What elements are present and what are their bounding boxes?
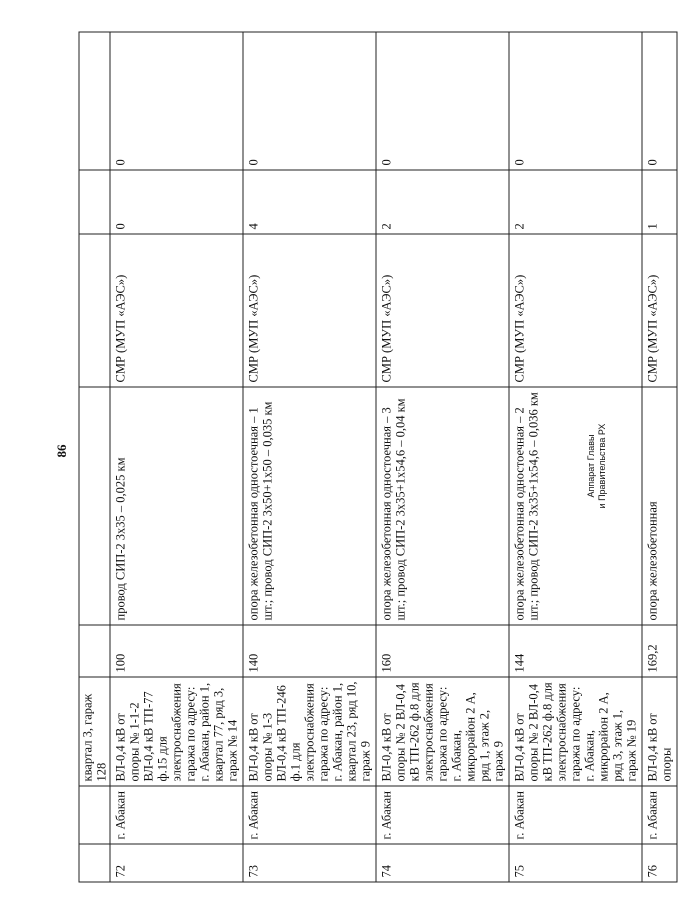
cell-materials: опора железобетонная одностоечная – 1 шт.; провод СИП-2 3х50+1х50 – 0,035 км	[243, 387, 376, 625]
cell-val2: 0	[243, 32, 376, 170]
table-row	[376, 32, 509, 882]
cell-city: г. Абакан	[376, 786, 509, 844]
cell-materials	[79, 387, 110, 625]
cell-contractor: СМР (МУП «АЭС»)	[243, 234, 376, 387]
cell-materials: провод СИП-2 3х35 – 0,025 км	[110, 387, 243, 625]
cell-length	[79, 625, 110, 677]
stamp-line-1: Аппарат Главы	[586, 434, 596, 498]
cell-val1	[79, 170, 110, 234]
cell-object: ВЛ-0,4 кВ от опоры № 2 ВЛ-0,4 кВ ТП-262 ф.8 для электроснабжения гаража по адресу: г. Абакан, микрорайон 2 А, ряд 3, этаж 1, гараж № 19	[509, 677, 642, 786]
cell-object: ВЛ-0,4 кВ от опоры № 1-3 ВЛ-0,4 кВ ТП-246 ф.1 для электроснабжения гаража по адресу: г. Абакан, район 1, квартал 23, ряд 10, гараж 9	[243, 677, 376, 786]
cell-city: г. Абакан	[243, 786, 376, 844]
table-row	[110, 32, 243, 882]
cell-val1: 2	[509, 170, 642, 234]
cell-contractor: СМР (МУП «АЭС»)	[509, 234, 642, 387]
cell-materials: опора железобетонная одностоечная – 2 шт.; провод СИП-2 3х35+1х54,6 – 0,036 км	[509, 387, 642, 625]
cell-val1: 4	[243, 170, 376, 234]
table-row	[642, 32, 677, 882]
stamp-line-2: и Правительства РХ	[597, 423, 607, 509]
cell-num: 76	[642, 844, 677, 882]
cell-num: 73	[243, 844, 376, 882]
table-row	[243, 32, 376, 882]
official-stamp	[586, 396, 626, 536]
table-row	[79, 32, 110, 882]
page-number: 86	[54, 444, 69, 458]
cell-city: г. Абакан	[110, 786, 243, 844]
cell-val2	[79, 32, 110, 170]
cell-materials: опора железобетонная одностоечная – 3 шт.; провод СИП-2 3х35+1х54,6 – 0,04 км	[376, 387, 509, 625]
cell-length: 169,2	[642, 625, 677, 677]
cell-val2: 0	[509, 32, 642, 170]
cell-contractor: СМР (МУП «АЭС»)	[376, 234, 509, 387]
cell-object: ВЛ-0,4 кВ от опоры № 1-1-2 ВЛ-0,4 кВ ТП-77 ф.15 для электроснабжения гаража по адресу: г. Абакан, район 1, квартал 77, ряд 3, гараж № 14	[110, 677, 243, 786]
cell-val1: 1	[642, 170, 677, 234]
cell-val2: 0	[376, 32, 509, 170]
cell-num: 75	[509, 844, 642, 882]
cell-city: г. Абакан	[509, 786, 642, 844]
cell-object: ВЛ-0,4 кВ от опоры № 2 ВЛ-0,4 кВ ТП-262 ф.8 для электроснабжения гаража по адресу: г. Абакан, микрорайон 2 А, ряд 1, этаж 2, гараж 9	[376, 677, 509, 786]
cell-val2: 0	[642, 32, 677, 170]
cell-object: ВЛ-0,4 кВ от опоры	[642, 677, 677, 786]
cell-num: 72	[110, 844, 243, 882]
cell-length: 144	[509, 625, 642, 677]
cell-length: 100	[110, 625, 243, 677]
cell-val1: 2	[376, 170, 509, 234]
cell-object: квартал 3, гараж 128	[79, 677, 110, 786]
cell-length: 140	[243, 625, 376, 677]
cell-contractor: СМР (МУП «АЭС»)	[642, 234, 677, 387]
cell-city	[79, 786, 110, 844]
cell-materials: опора железобетонная	[642, 387, 677, 625]
cell-val1: 0	[110, 170, 243, 234]
cell-city: г. Абакан	[642, 786, 677, 844]
cell-contractor: СМР (МУП «АЭС»)	[110, 234, 243, 387]
cell-length: 160	[376, 625, 509, 677]
cell-num	[79, 844, 110, 882]
cell-val2: 0	[110, 32, 243, 170]
cell-contractor	[79, 234, 110, 387]
cell-num: 74	[376, 844, 509, 882]
